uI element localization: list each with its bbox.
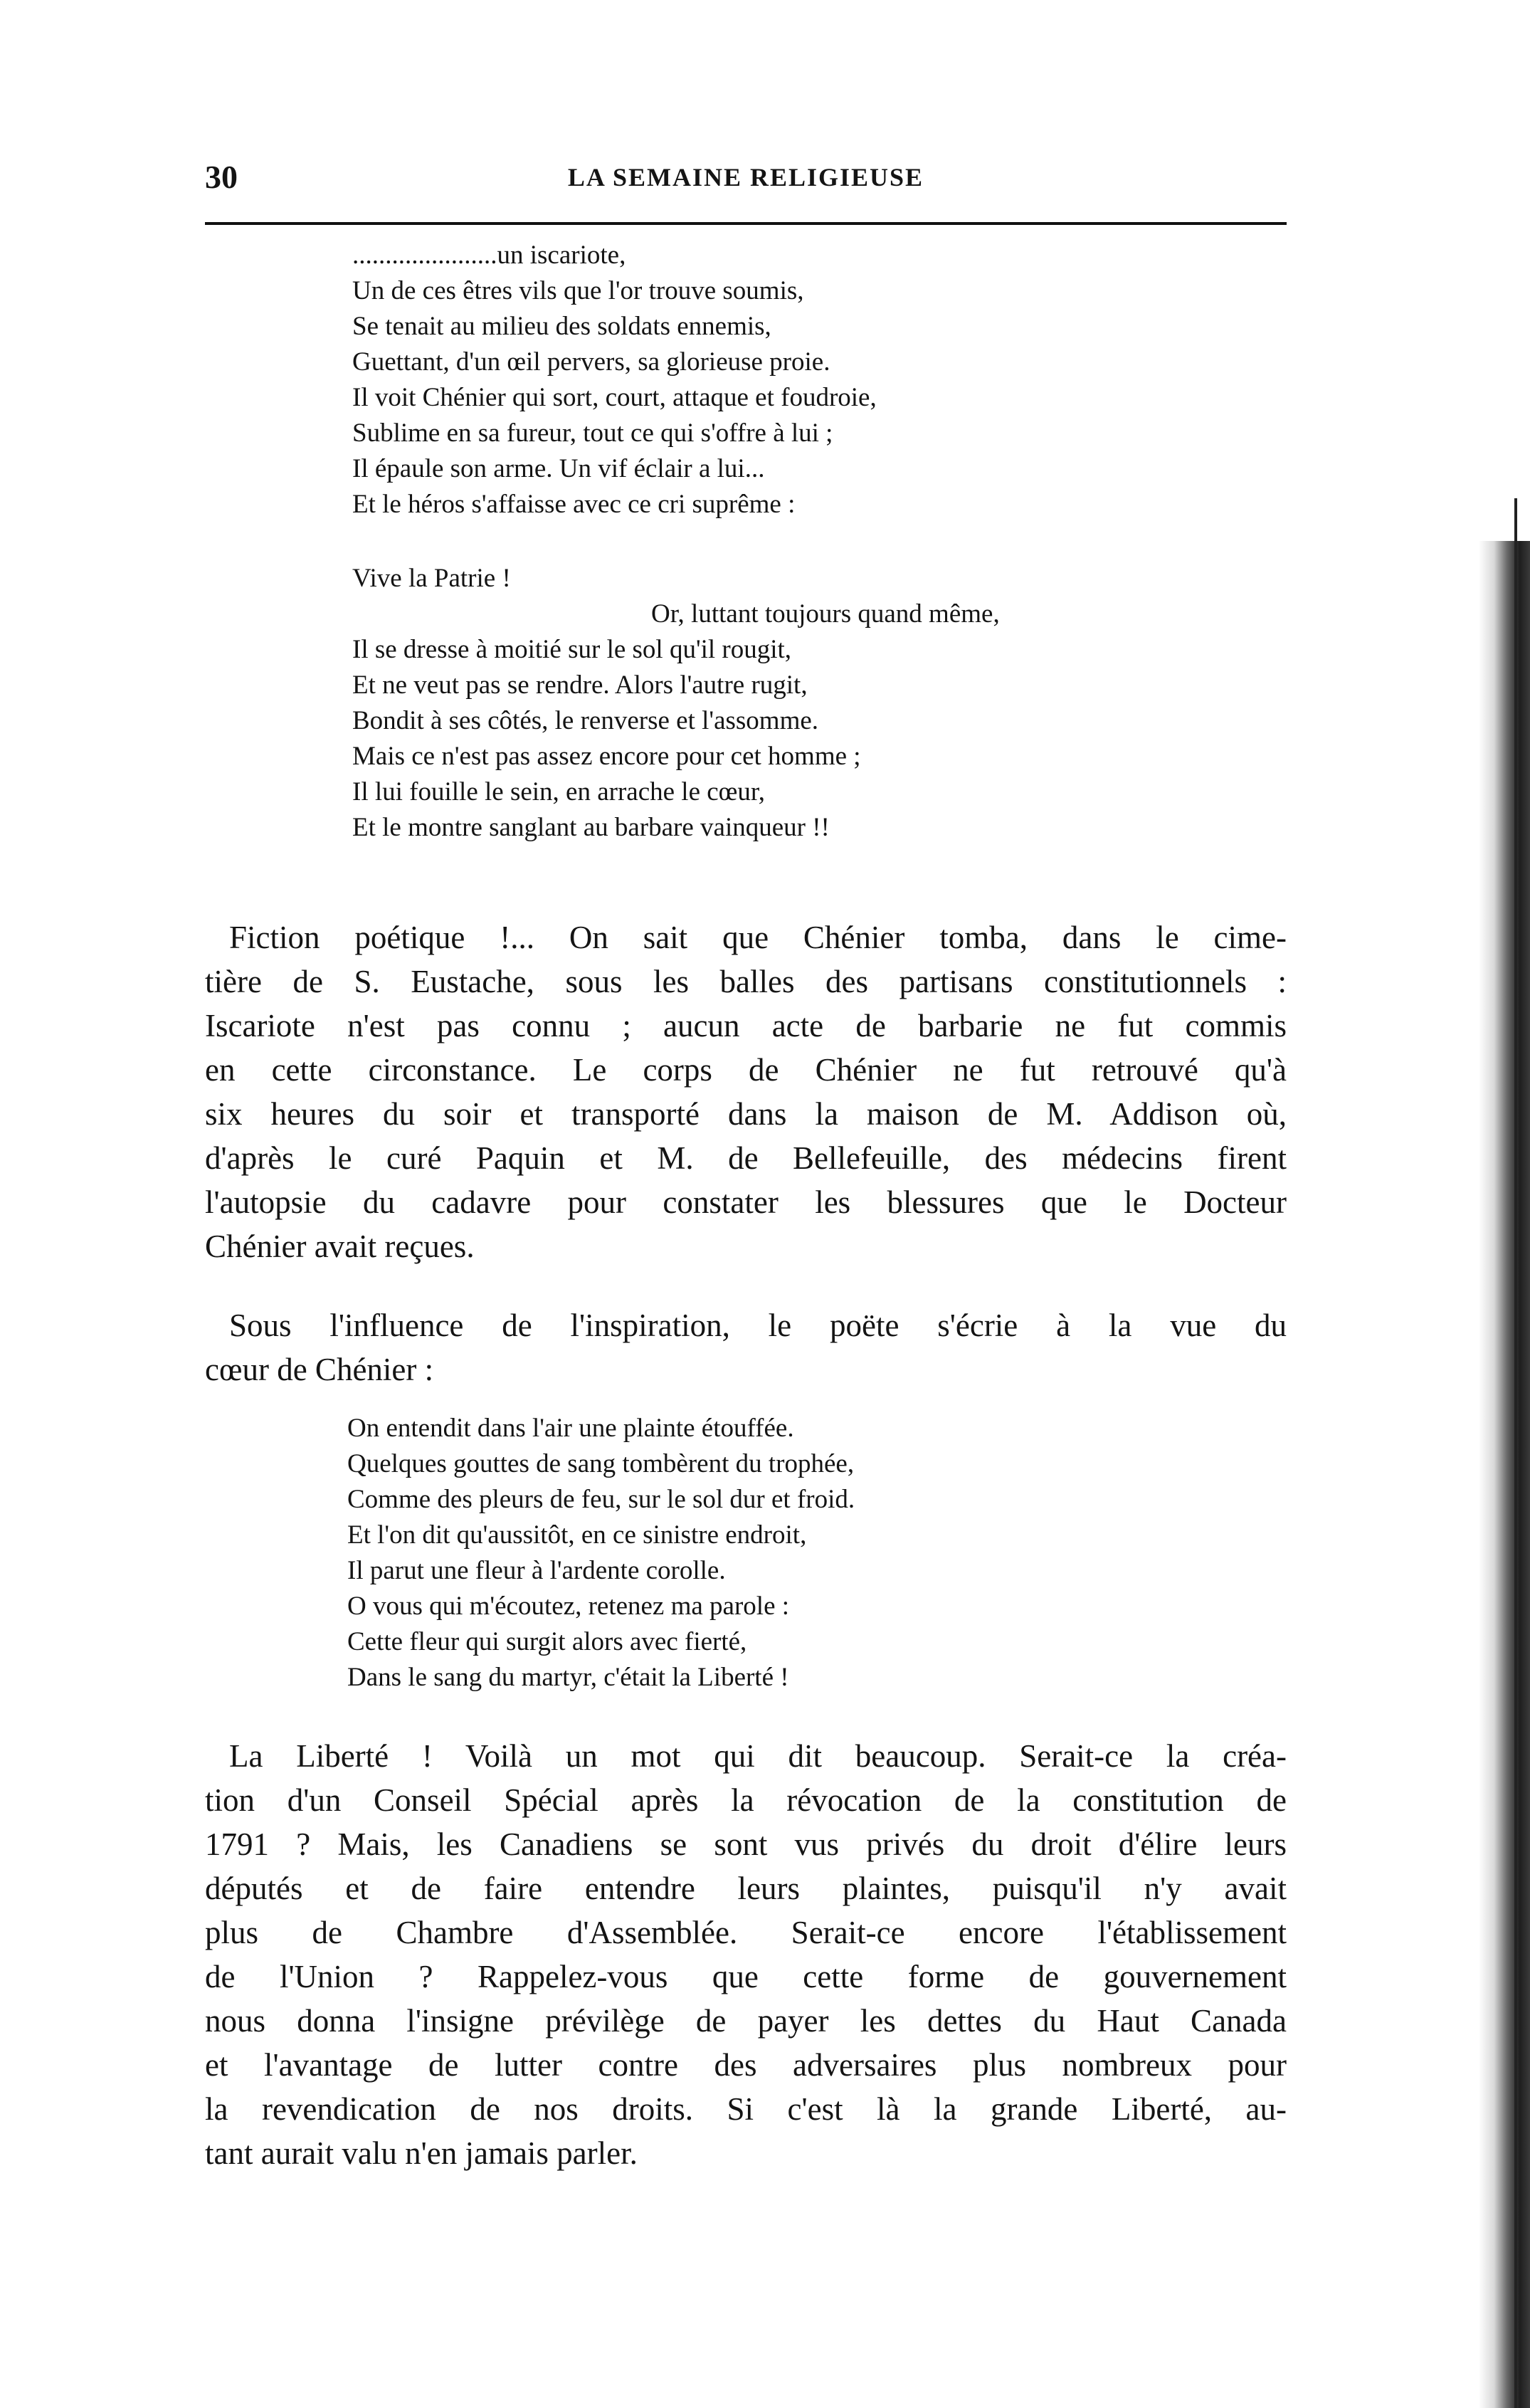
poem-line: Et le héros s'affaisse avec ce cri suprême : xyxy=(352,490,796,519)
paragraph-line: de l'Union ? Rappelez-vous que cette forme de gouvernement xyxy=(205,1959,1287,1994)
paragraph-line: plus de Chambre d'Assemblée. Serait-ce encore l'établissement xyxy=(205,1915,1287,1950)
paragraph-line: Iscariote n'est pas connu ; aucun acte de barbarie ne fut commis xyxy=(205,1008,1287,1043)
paragraph-line: 1791 ? Mais, les Canadiens se sont vus privés du droit d'élire leurs xyxy=(205,1826,1287,1862)
page-header xyxy=(205,158,1287,194)
paragraph-line: en cette circonstance. Le corps de Chénier ne fut retrouvé qu'à xyxy=(205,1052,1287,1088)
paragraph-line: Fiction poétique !... On sait que Chénier tomba, dans le cime- xyxy=(229,920,1287,955)
paragraph-line: six heures du soir et transporté dans la maison de M. Addison où, xyxy=(205,1096,1287,1132)
paragraph-line: nous donna l'insigne prévilège de payer les dettes du Haut Canada xyxy=(205,2003,1287,2039)
paragraph-line: et l'avantage de lutter contre des adversaires plus nombreux pour xyxy=(205,2047,1287,2083)
poem-line: Guettant, d'un œil pervers, sa glorieuse proie. xyxy=(352,347,830,377)
page-edge-shadow xyxy=(1479,541,1530,2408)
poem-line: Comme des pleurs de feu, sur le sol dur et froid. xyxy=(347,1485,855,1514)
paragraph-line: tière de S. Eustache, sous les balles des partisans constitutionnels : xyxy=(205,964,1287,999)
paragraph-line: Chénier avait reçues. xyxy=(205,1229,475,1264)
poem-line: Quelques gouttes de sang tombèrent du trophée, xyxy=(347,1449,855,1478)
paragraph-line: députés et de faire entendre leurs plaintes, puisqu'il n'y avait xyxy=(205,1871,1287,1906)
paragraph-line: l'autopsie du cadavre pour constater les blessures que le Docteur xyxy=(205,1184,1287,1220)
poem-line: Il parut une fleur à l'ardente corolle. xyxy=(347,1556,726,1585)
poem-line: Et le montre sanglant au barbare vainqueur !! xyxy=(352,813,830,842)
poem-line: O vous qui m'écoutez, retenez ma parole : xyxy=(347,1592,790,1621)
paragraph-line: d'après le curé Paquin et M. de Bellefeuille, des médecins firent xyxy=(205,1140,1287,1176)
poem-line: ......................un iscariote, xyxy=(352,241,626,270)
paragraph-line: Sous l'influence de l'inspiration, le poëte s'écrie à la vue du xyxy=(229,1308,1287,1343)
poem-line: Il lui fouille le sein, en arrache le cœur, xyxy=(352,777,765,806)
header-rule xyxy=(205,222,1287,225)
poem-line: Mais ce n'est pas assez encore pour cet homme ; xyxy=(352,742,861,771)
poem-line: Il voit Chénier qui sort, court, attaque et foudroie, xyxy=(352,383,877,412)
running-title: LA SEMAINE RELIGIEUSE xyxy=(567,163,924,191)
paragraph-1 xyxy=(205,922,1287,1275)
poem-line: Sublime en sa fureur, tout ce qui s'offre à lui ; xyxy=(352,419,833,448)
paragraph-3 xyxy=(205,1740,1287,2182)
poem-line: On entendit dans l'air une plainte étouffée. xyxy=(347,1414,794,1443)
poem-excerpt-2 xyxy=(347,1415,855,1700)
paragraph-line: La Liberté ! Voilà un mot qui dit beaucoup. Serait-ce la créa- xyxy=(229,1738,1287,1774)
page-edge-line xyxy=(1514,498,1517,2408)
poem-line: Et ne veut pas se rendre. Alors l'autre rugit, xyxy=(352,671,808,700)
poem-line: Vive la Patrie ! xyxy=(352,564,511,593)
poem-excerpt-1 xyxy=(352,242,1000,850)
poem-line: Il se dresse à moitié sur le sol qu'il rougit, xyxy=(352,635,792,664)
paragraph-line: tant aurait valu n'en jamais parler. xyxy=(205,2135,638,2171)
poem-line: Dans le sang du martyr, c'était la Liberté ! xyxy=(347,1663,789,1692)
poem-line: Cette fleur qui surgit alors avec fierté, xyxy=(347,1627,747,1656)
poem-line: Et l'on dit qu'aussitôt, en ce sinistre endroit, xyxy=(347,1520,807,1550)
poem-line: Bondit à ses côtés, le renverse et l'assomme. xyxy=(352,706,819,735)
poem-line: Un de ces êtres vils que l'or trouve soumis, xyxy=(352,276,804,305)
poem-line: Se tenait au milieu des soldats ennemis, xyxy=(352,312,771,341)
page-number: 30 xyxy=(205,159,238,195)
paragraph-line: cœur de Chénier : xyxy=(205,1352,434,1387)
paragraph-line: tion d'un Conseil Spécial après la révocation de la constitution de xyxy=(205,1782,1287,1818)
paragraph-2 xyxy=(205,1310,1287,1398)
poem-line: Il épaule son arme. Un vif éclair a lui... xyxy=(352,454,765,483)
poem-line: Or, luttant toujours quand même, xyxy=(651,599,1000,629)
paragraph-line: la revendication de nos droits. Si c'est là la grande Liberté, au- xyxy=(205,2091,1287,2127)
